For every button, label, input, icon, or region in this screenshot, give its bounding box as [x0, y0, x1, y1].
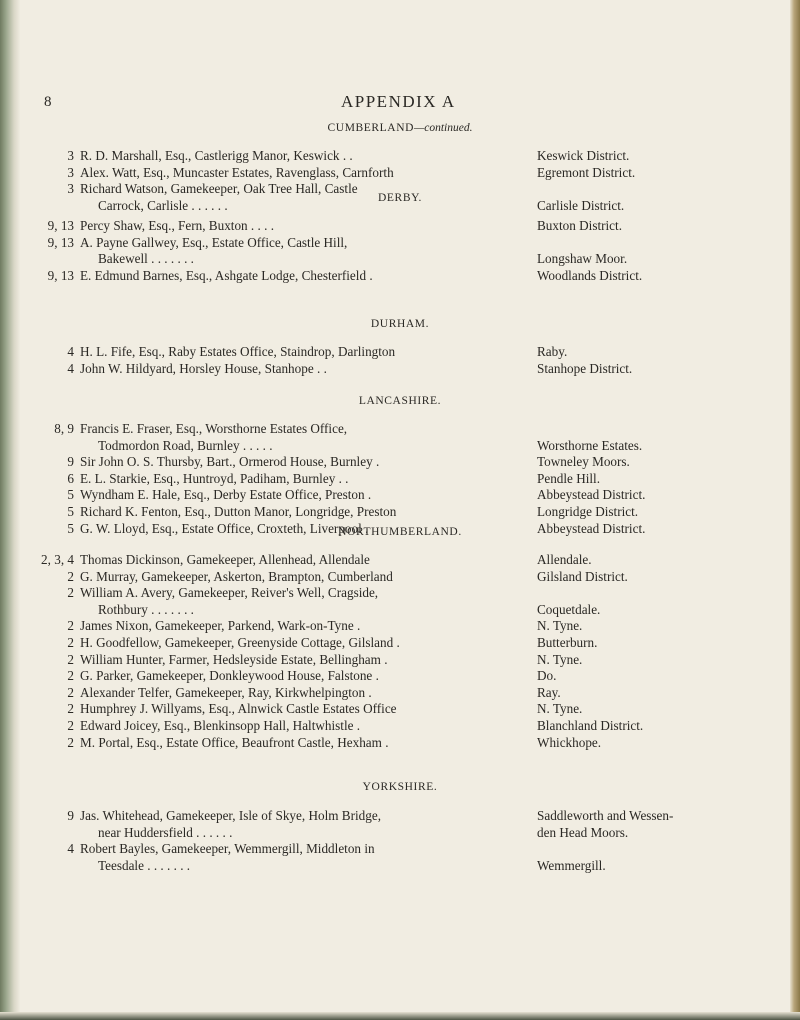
entry-name-line: Richard Watson, Gamekeeper, Oak Tree Hall, Castle	[80, 181, 358, 197]
section-heading	[0, 122, 800, 134]
entry-district: Gilsland District.	[537, 568, 628, 584]
entry-map-number: 3	[67, 164, 74, 180]
entry-name-line: A. Payne Gallwey, Esq., Estate Office, Castle Hill,	[80, 234, 348, 250]
entry-map-number: 4	[67, 344, 74, 359]
section-heading-text: DERBY.	[378, 192, 422, 204]
entry-name-line: H. Goodfellow, Gamekeeper, Greenyside Cottage, Gilsland .	[80, 635, 400, 650]
entry-map-number: 5	[67, 520, 74, 536]
section-heading	[0, 526, 800, 538]
entry-map-number: 4	[67, 841, 74, 857]
entry-district: Carlisle District.	[537, 197, 625, 213]
entry-district: Worsthorne Estates.	[537, 437, 643, 453]
entry-district: den Head Moors.	[537, 824, 629, 840]
entry-name-line: H. L. Fife, Esq., Raby Estates Office, Staindrop, Darlington	[80, 344, 396, 359]
entry-district: Coquetdale.	[537, 601, 601, 617]
entry-map-number: 3	[67, 181, 74, 197]
section-heading	[0, 318, 800, 330]
entry-map-number: 5	[67, 504, 74, 519]
entry-district: Stanhope District.	[537, 360, 633, 376]
entry-map-number: 2	[67, 651, 74, 667]
entry-name-line: John W. Hildyard, Horsley House, Stanhope . .	[80, 360, 327, 376]
entry-map-number: 9	[67, 454, 74, 470]
entry-map-number: 9, 13	[47, 267, 74, 283]
section-heading-text: DURHAM.	[370, 318, 430, 330]
entry-name-line: Robert Bayles, Gamekeeper, Wemmergill, Middleton in	[80, 841, 375, 857]
entry-map-number: 2	[67, 635, 74, 650]
entry-map-number: 9, 13	[47, 218, 74, 233]
entry-district: Longshaw Moor.	[537, 251, 628, 267]
entry-name-line: William A. Avery, Gamekeeper, Reiver's Well, Cragside,	[80, 585, 379, 601]
entry-name-line: E. L. Starkie, Esq., Huntroyd, Padiham, Burnley . .	[80, 470, 349, 486]
page-edge-bottom	[0, 1012, 800, 1020]
entry-map-number: 4	[67, 360, 74, 376]
entry-district: Abbeystead District.	[537, 487, 646, 503]
entry-name-line: G. Murray, Gamekeeper, Askerton, Brampton, Cumberland	[80, 568, 393, 584]
section-heading-text: LANCASHIRE.	[358, 395, 442, 407]
entry-name-line: Sir John O. S. Thursby, Bart., Ormerod House, Burnley .	[80, 454, 380, 470]
entry-map-number: 2	[67, 718, 74, 733]
entry-name-line: Todmordon Road, Burnley . . . . .	[98, 437, 273, 453]
entry-name-line: Jas. Whitehead, Gamekeeper, Isle of Skye, Holm Bridge,	[80, 808, 381, 823]
entry-name-line: Rothbury . . . . . . .	[98, 601, 194, 617]
entry-map-number: 2	[67, 684, 74, 700]
entry-district: Buxton District.	[537, 218, 622, 233]
entry-map-number: 2	[67, 701, 74, 717]
entry-name-line: Francis E. Fraser, Esq., Worsthorne Estates Office,	[80, 421, 348, 436]
entry-district: Abbeystead District.	[537, 520, 646, 536]
entry-district: Woodlands District.	[537, 267, 643, 283]
entry-name-line: Alex. Watt, Esq., Muncaster Estates, Ravenglass, Carnforth	[80, 164, 394, 180]
entry-district: Butterburn.	[537, 635, 598, 650]
entry-map-number: 2	[67, 668, 74, 684]
entry-district: Keswick District.	[537, 148, 630, 163]
entry-map-number: 5	[67, 487, 74, 503]
page-gutter-left	[0, 0, 20, 1020]
entry-map-number: 9	[67, 808, 74, 823]
entry-name-line: Percy Shaw, Esq., Fern, Buxton . . . .	[80, 218, 275, 233]
entry-district: Pendle Hill.	[537, 470, 601, 486]
section-heading-continued: —continued.	[414, 122, 473, 134]
entry-name-line: Richard K. Fenton, Esq., Dutton Manor, Longridge, Preston	[80, 504, 397, 519]
entry-name-line: Humphrey J. Willyams, Esq., Alnwick Castle Estates Office	[80, 701, 397, 717]
entry-name-line: G. Parker, Gamekeeper, Donkleywood House, Falstone .	[80, 668, 379, 684]
section-heading-text: CUMBERLAND	[327, 122, 415, 134]
entry-map-number: 3	[67, 148, 74, 163]
entry-name-line: Edward Joicey, Esq., Blenkinsopp Hall, Haltwhistle .	[80, 718, 361, 733]
entry-district: Blanchland District.	[537, 718, 644, 733]
entry-map-number: 2	[67, 585, 74, 601]
entry-district: Wemmergill.	[537, 857, 606, 873]
entry-name-line: William Hunter, Farmer, Hedsleyside Estate, Bellingham .	[80, 651, 388, 667]
page-edge-right	[790, 0, 800, 1020]
entry-map-number: 9, 13	[47, 234, 74, 250]
entry-district: Egremont District.	[537, 164, 636, 180]
entry-district: Raby.	[537, 344, 568, 359]
entry-name-line: M. Portal, Esq., Estate Office, Beaufront Castle, Hexham .	[80, 734, 389, 750]
entry-name-line: R. D. Marshall, Esq., Castlerigg Manor, Keswick . .	[80, 148, 353, 163]
entry-map-number: 2, 3, 4	[41, 552, 74, 567]
entry-name-line: Teesdale . . . . . . .	[98, 857, 191, 873]
entry-name-line: Bakewell . . . . . . .	[98, 251, 194, 267]
entry-map-number: 2	[67, 568, 74, 584]
section-heading-text: NORTHUMBERLAND.	[338, 526, 462, 538]
entry-district: Whickhope.	[537, 734, 602, 750]
running-head: APPENDIX A	[341, 92, 456, 111]
entry-district: N. Tyne.	[537, 618, 583, 634]
section-heading	[0, 395, 800, 407]
section-heading	[0, 781, 800, 793]
entry-name-line: Wyndham E. Hale, Esq., Derby Estate Office, Preston .	[80, 487, 372, 503]
entry-district: Do.	[537, 668, 557, 684]
entry-district: Longridge District.	[537, 504, 639, 519]
entry-name-line: Thomas Dickinson, Gamekeeper, Allenhead, Allendale	[80, 552, 370, 567]
entry-district: Towneley Moors.	[537, 454, 630, 470]
entry-name-line: G. W. Lloyd, Esq., Estate Office, Croxteth, Liverpool .	[80, 520, 369, 536]
entry-name-line: James Nixon, Gamekeeper, Parkend, Wark-on-Tyne .	[80, 618, 361, 634]
entry-name-line: near Huddersfield . . . . . .	[98, 824, 233, 840]
section-heading-text: YORKSHIRE.	[362, 781, 438, 793]
entry-district: Saddleworth and Wessen-	[537, 808, 674, 823]
entry-map-number: 8, 9	[54, 421, 74, 436]
section-heading	[0, 192, 800, 204]
entry-district: Ray.	[537, 684, 561, 700]
entry-map-number: 2	[67, 618, 74, 634]
entry-map-number: 6	[67, 470, 74, 486]
page-number: 8	[44, 94, 52, 110]
entry-name-line: Alexander Telfer, Gamekeeper, Ray, Kirkwhelpington .	[80, 684, 372, 700]
entry-district: N. Tyne.	[537, 701, 583, 717]
entry-name-line: Carrock, Carlisle . . . . . .	[98, 197, 228, 213]
entry-district: N. Tyne.	[537, 651, 583, 667]
entry-map-number: 2	[67, 734, 74, 750]
entry-name-line: E. Edmund Barnes, Esq., Ashgate Lodge, Chesterfield .	[80, 267, 373, 283]
entry-district: Allendale.	[537, 552, 592, 567]
